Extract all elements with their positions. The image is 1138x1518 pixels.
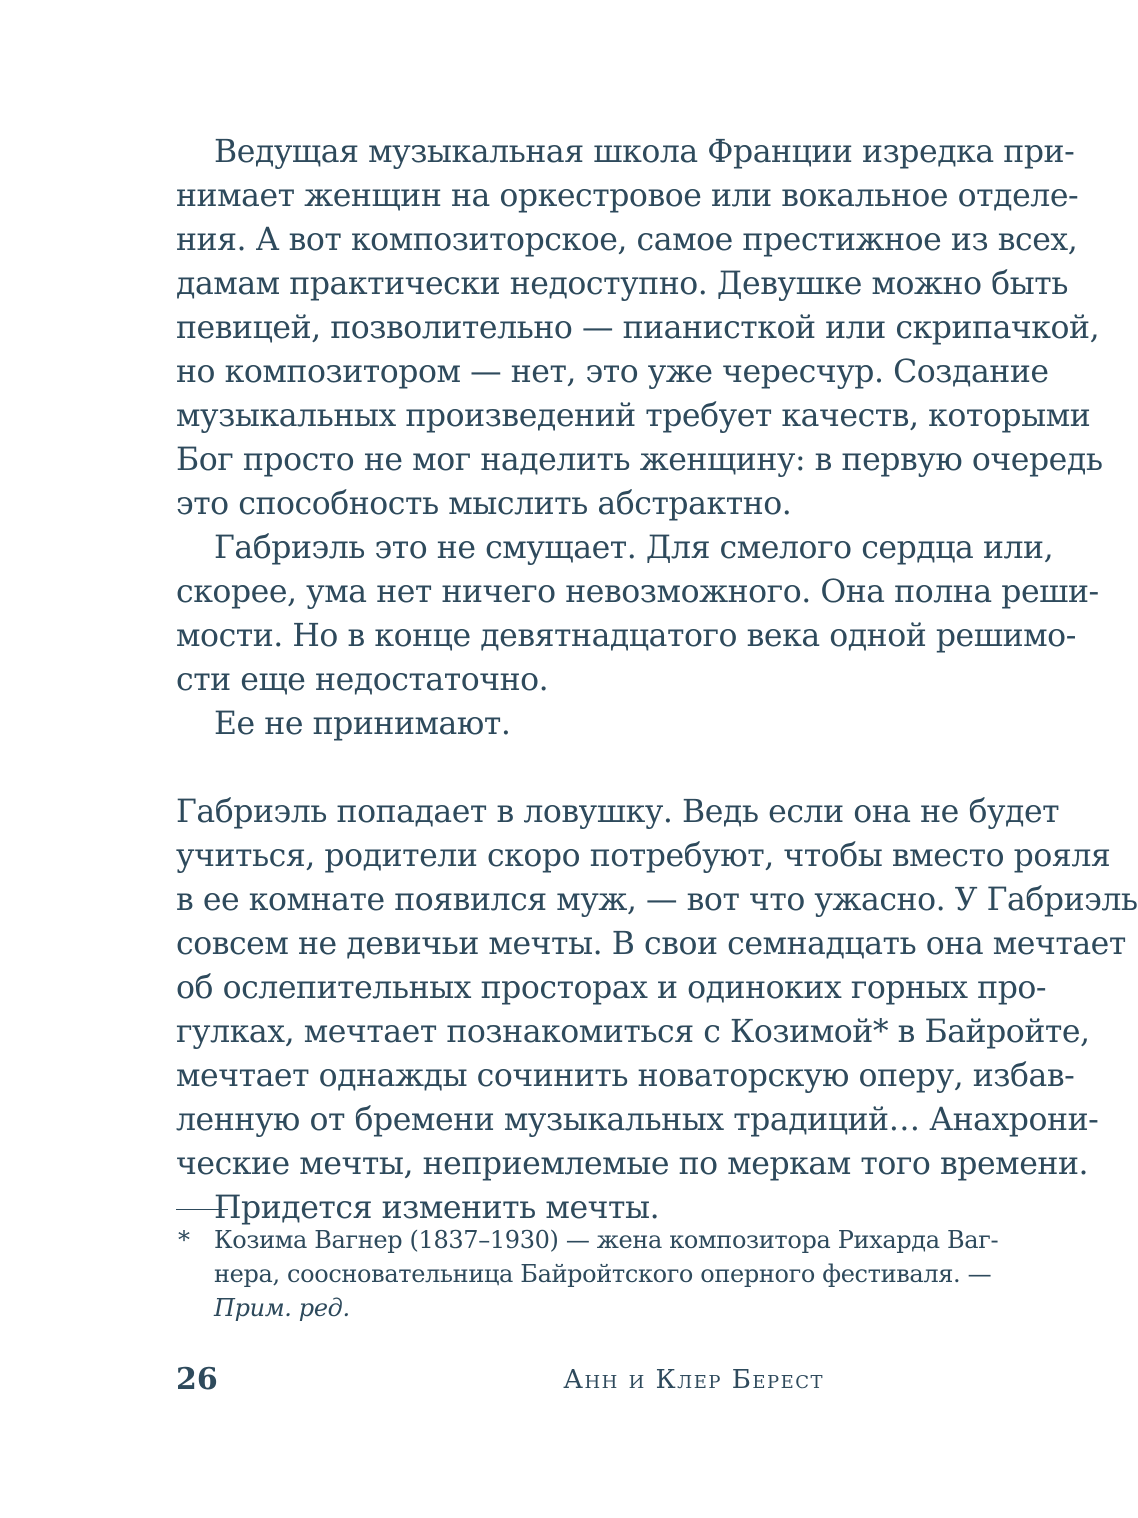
text-line: Ее не принимают. bbox=[214, 706, 511, 742]
running-head-authors: Анн и Клер Берест bbox=[563, 1365, 824, 1395]
footnote-marker: * bbox=[178, 1226, 190, 1254]
text-line: гулках, мечтает познакомиться с Козимой* в Байройте, bbox=[176, 1014, 1090, 1050]
text-line: ческие мечты, неприемлемые по меркам того времени. bbox=[176, 1146, 1089, 1182]
text-line: об ослепительных просторах и одиноких горных про- bbox=[176, 970, 1047, 1006]
text-line: нимает женщин на оркестровое или вокальное отделе- bbox=[176, 178, 1079, 214]
text-line: в ее комнате появился муж, — вот что ужасно. У Габриэль bbox=[176, 882, 1138, 918]
text-line: ния. А вот композиторское, самое престижное из всех, bbox=[176, 222, 1078, 258]
footnote-line: Козима Вагнер (1837–1930) — жена композитора Рихарда Ваг- bbox=[214, 1226, 999, 1254]
footnote-editor-note: Прим. ред. bbox=[214, 1294, 350, 1322]
text-line: но композитором — нет, это уже чересчур. Создание bbox=[176, 354, 1049, 390]
text-line: мечтает однажды сочинить новаторскую оперу, избав- bbox=[176, 1058, 1075, 1094]
text-line: скорее, ума нет ничего невозможного. Она полна реши- bbox=[176, 574, 1099, 610]
footnote-separator bbox=[176, 1209, 228, 1210]
text-line: совсем не девичьи мечты. В свои семнадцать она мечтает bbox=[176, 926, 1126, 962]
text-line: дамам практически недоступно. Девушке можно быть bbox=[176, 266, 1068, 302]
text-line: учиться, родители скоро потребуют, чтобы вместо рояля bbox=[176, 838, 1111, 874]
text-line: это способность мыслить абстрактно. bbox=[176, 486, 792, 522]
text-line: Ведущая музыкальная школа Франции изредка при- bbox=[214, 134, 1075, 170]
text-line: Придется изменить мечты. bbox=[214, 1190, 660, 1226]
text-line: сти еще недостаточно. bbox=[176, 662, 549, 698]
text-line: мости. Но в конце девятнадцатого века одной решимо- bbox=[176, 618, 1076, 654]
text-line: певицей, позволительно — пианисткой или скрипачкой, bbox=[176, 310, 1100, 346]
text-line: музыкальных произведений требует качеств, которыми bbox=[176, 398, 1091, 434]
footnote-line: нера, соосновательница Байройтского оперного фестиваля. — bbox=[214, 1260, 992, 1288]
text-line: Габриэль попадает в ловушку. Ведь если она не будет bbox=[176, 794, 1060, 830]
page-number: 26 bbox=[176, 1362, 218, 1397]
text-line: Габриэль это не смущает. Для смелого сердца или, bbox=[214, 530, 1054, 566]
text-line: ленную от бремени музыкальных традиций… Анахрони- bbox=[176, 1102, 1099, 1138]
text-line: Бог просто не мог наделить женщину: в первую очередь bbox=[176, 442, 1103, 478]
